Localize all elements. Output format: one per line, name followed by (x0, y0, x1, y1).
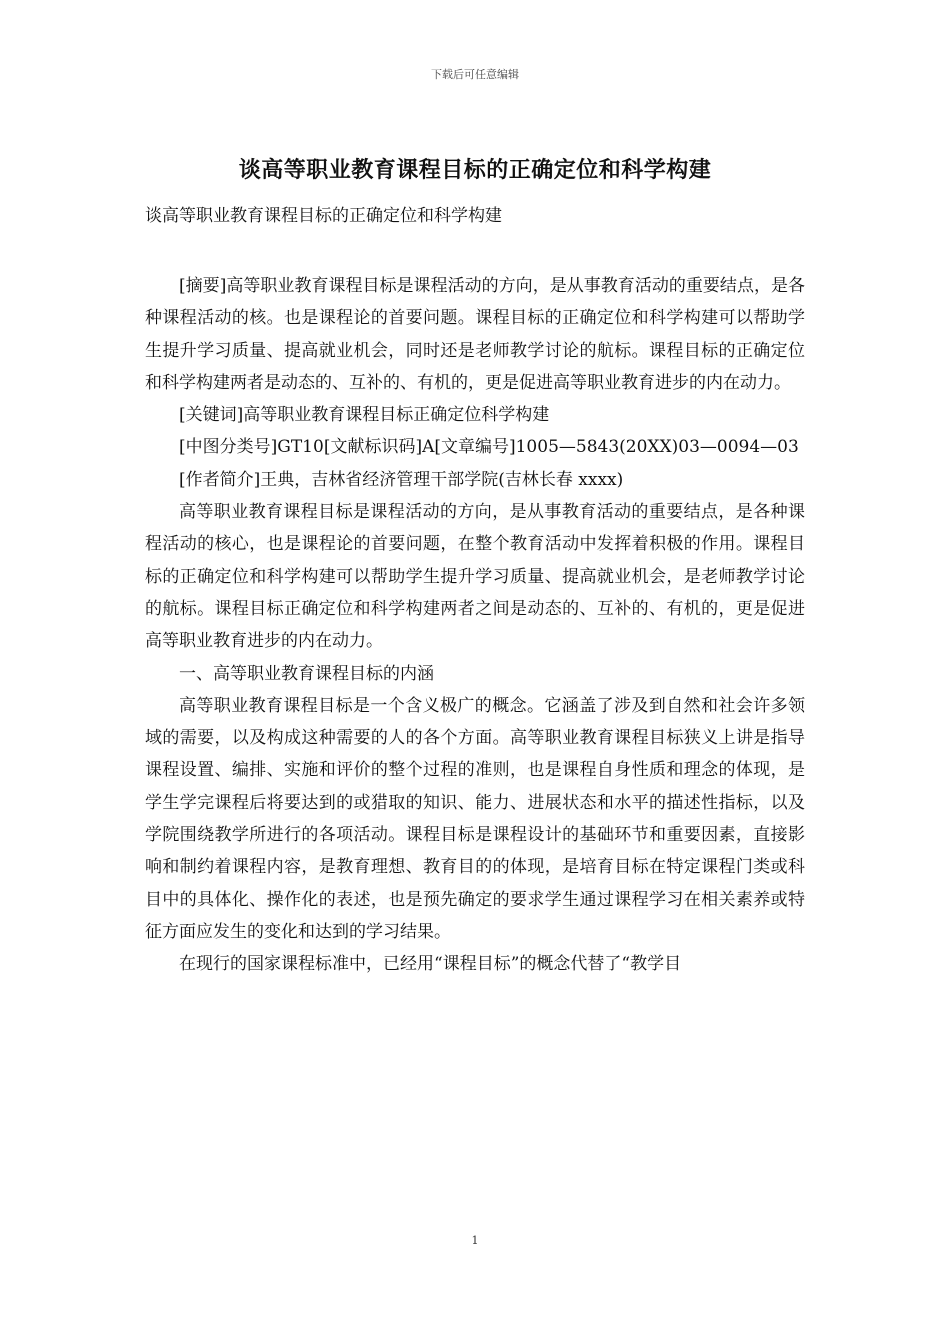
document-body (145, 270, 805, 981)
document-title: 谈高等职业教育课程目标的正确定位和科学构建 (238, 157, 712, 183)
author-paragraph: [作者简介]王典，吉林省经济管理干部学院(吉林长春 xxxx) (179, 469, 624, 490)
keywords-paragraph: [关键词]高等职业教育课程目标正确定位科学构建 (179, 405, 550, 426)
classification-paragraph: [中图分类号]GT10[文献标识码]A[文章编号]1005—5843(20XX)03—0094—03 (179, 437, 799, 458)
page-number: 1 (471, 1234, 479, 1247)
abstract-paragraph: [摘要]高等职业教育课程目标是课程活动的方向，是从事教育活动的重要结点，是各种课程活动的核。也是课程论的首要问题。课程目标的正确定位和科学构建可以帮助学生提升学习质量、提高就业机会，同时还是老师教学讨论的航标。课程目标的正确定位和科学构建两者是动态的、互补的、有机的，更是促进高等职业教育进步的内在动力。 (145, 276, 805, 393)
header-note: 下载后可任意编辑 (431, 68, 519, 81)
body-paragraph: 高等职业教育课程目标是一个含义极广的概念。它涵盖了涉及到自然和社会许多领域的需要，以及构成这种需要的人的各个方面。高等职业教育课程目标狭义上讲是指导课程设置、编排、实施和评价的整个过程的准则，也是课程自身性质和理念的体现，是学生学完课程后将要达到的或猎取的知识、能力、进展状态和水平的描述性指标，以及学院围绕教学所进行的各项活动。课程目标是课程设计的基础环节和重要因素，直接影响和制约着课程内容，是教育理想、教育目的的体现，是培育目标在特定课程门类或科目中的具体化、操作化的表述，也是预先确定的要求学生通过课程学习在相关素养或特征方面应发生的变化和达到的学习结果。 (145, 695, 805, 942)
document-subtitle: 谈高等职业教育课程目标的正确定位和科学构建 (145, 206, 502, 226)
section-heading: 一、高等职业教育课程目标的内涵 (179, 663, 434, 684)
intro-paragraph: 高等职业教育课程目标是课程活动的方向，是从事教育活动的重要结点，是各种课程活动的核心，也是课程论的首要问题，在整个教育活动中发挥着积极的作用。课程目标的正确定位和科学构建可以帮助学生提升学习质量、提高就业机会，是老师教学讨论的航标。课程目标正确定位和科学构建两者之间是动态的、互补的、有机的，更是促进高等职业教育进步的内在动力。 (145, 502, 805, 652)
body-paragraph: 在现行的国家课程标准中，已经用“课程目标”的概念代替了“教学目 (179, 954, 682, 975)
